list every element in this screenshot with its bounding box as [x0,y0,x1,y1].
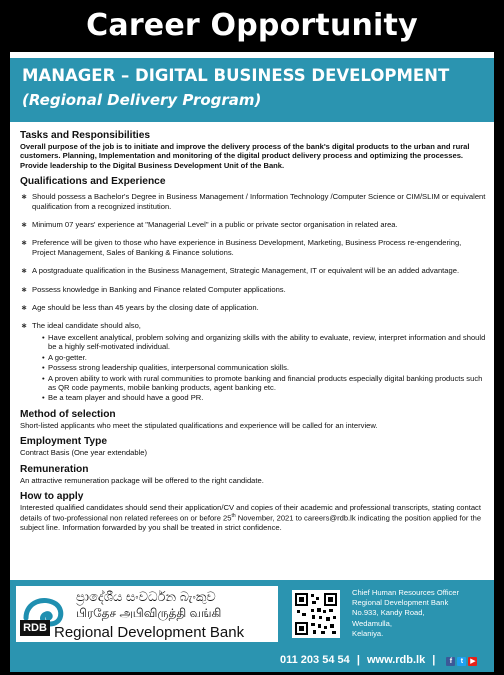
remuneration-heading: Remuneration [20,463,89,475]
remuneration-text: An attractive remuneration package will be offered to the right candidate. [20,475,264,485]
bullet-icon: • [42,373,45,383]
tasks-heading: Tasks and Responsibilities [20,130,151,141]
website-link[interactable]: www.rdb.lk [366,654,426,666]
rdb-badge: RDB [20,620,50,636]
bullet-icon: • [42,332,45,342]
list-item: ∗ Should possess a Bachelor's Degree in Business Management / Information Technology /Computer Science or CIM/SLIM or equivalent qualification from a recognized institution. [21,192,486,211]
position-banner [10,58,494,122]
facebook-icon[interactable]: f [446,657,455,666]
list-item: ∗ Minimum 07 years' experience at "Managerial Level" in a public or private sector organisation in related area. [21,220,398,230]
qualifications-heading: Qualifications and Experience [20,176,166,188]
asterisk-icon: ∗ [21,303,28,313]
tasks-text: Overall purpose of the job is to initiate and improve the delivery process of the bank's digital products to the urban and rural customers. Planning, Implementation and monitoring of the digital product delivery process and optimizing the processes. Provide leadership to the Digital Business Development Unit of the Bank. [20,142,470,170]
bank-name-tamil: பிரதேச அபிவிருத்தி வங்கி [76,606,222,620]
list-item: ∗ Possess knowledge in Banking and Finance related Computer applications. [21,284,286,294]
position-title: MANAGER – DIGITAL BUSINESS DEVELOPMENT [22,66,450,85]
apply-text: Interested qualified candidates should send their application/CV and copies of their academic and professional transcripts, stating contact details of two-professional non related referees on or before 25th November, 2021 to careers@rdb.lk indicating the position applied for the subject line. Information forwarded by you shall be treated in strict confidence. [20,502,482,533]
selection-heading: Method of selection [20,408,116,420]
apply-heading: How to apply [20,490,84,502]
headline: Career Opportunity [86,8,418,43]
list-item: • Possess strong leadership qualities, interpersonal communication skills. [42,363,290,373]
list-item: • Be a team player and should have a good PR. [42,393,204,403]
bullet-icon: • [42,352,45,362]
list-item: • A go-getter. [42,352,87,362]
qr-code-icon[interactable] [292,590,340,638]
employment-heading: Employment Type [20,436,107,448]
bullet-icon: • [42,363,45,373]
asterisk-icon: ∗ [21,284,28,294]
bank-name-sinhala: ප්‍රාදේශීය සංවර්ධන බැංකුව [76,589,216,604]
bank-name-english: Regional Development Bank [54,624,245,641]
job-panel [10,52,494,672]
youtube-icon[interactable]: ▶ [470,658,476,666]
selection-text: Short-listed applicants who meet the stipulated qualifications and experience will be called for an interview. [20,420,378,430]
contact-line [280,654,477,666]
divider: | [356,654,360,666]
list-item: ∗ Age should be less than 45 years by the closing date of application. [21,303,259,313]
phone-number[interactable]: 011 203 54 54 [280,654,350,666]
asterisk-icon: ∗ [21,238,28,248]
employment-text: Contract Basis (One year extendable) [20,448,148,458]
position-subtitle: (Regional Delivery Program) [22,91,262,109]
contact-address: Chief Human Resources Officer Regional Development Bank No.933, Kandy Road, Wedamulla, Kelaniya. [352,588,460,638]
ideal-candidate-list [42,333,486,403]
list-item: • A proven ability to work with rural communities to promote banking and financial products especially digital banking products such as QR code payments, mobile banking products, agent banking etc. [42,373,483,392]
bank-logo [16,586,278,642]
divider: | [432,654,436,666]
asterisk-icon: ∗ [21,220,28,230]
asterisk-icon: ∗ [21,192,28,202]
job-content [20,130,486,533]
list-item: ∗ A postgraduate qualification in the Business Management, Strategic Management, IT or equivalent will be an added advantage. [21,266,460,276]
twitter-icon[interactable]: t [457,657,466,666]
qualifications-list [20,192,486,403]
footer [10,580,494,672]
asterisk-icon: ∗ [21,321,28,331]
bullet-icon: • [42,393,45,403]
social-icons [444,654,477,666]
list-item: ∗ The ideal candidate should also, • Have excellent analytical, problem solving and organizing skills with the ability to evaluate, review, interpret information and should be a highly self-motivated individual. • A go-getter. • Possess strong leadership qualities, interpersonal communication skills. • A proven ability to work with rural communities to promote banking and financial products especially digital banking products such as QR code payments, mobile banking products, agent banking etc. • Be a team player and should have a good PR. [21,321,486,403]
list-item: ∗ Preference will be given to those who have experience in Business Development, Marketing, Business Process re-engendering, Project Management, Sales of Banking & Finance solutions. [21,238,462,257]
asterisk-icon: ∗ [21,266,28,276]
list-item: • Have excellent analytical, problem solving and organizing skills with the ability to evaluate, review, interpret information and should be a highly self-motivated individual. [42,332,486,352]
